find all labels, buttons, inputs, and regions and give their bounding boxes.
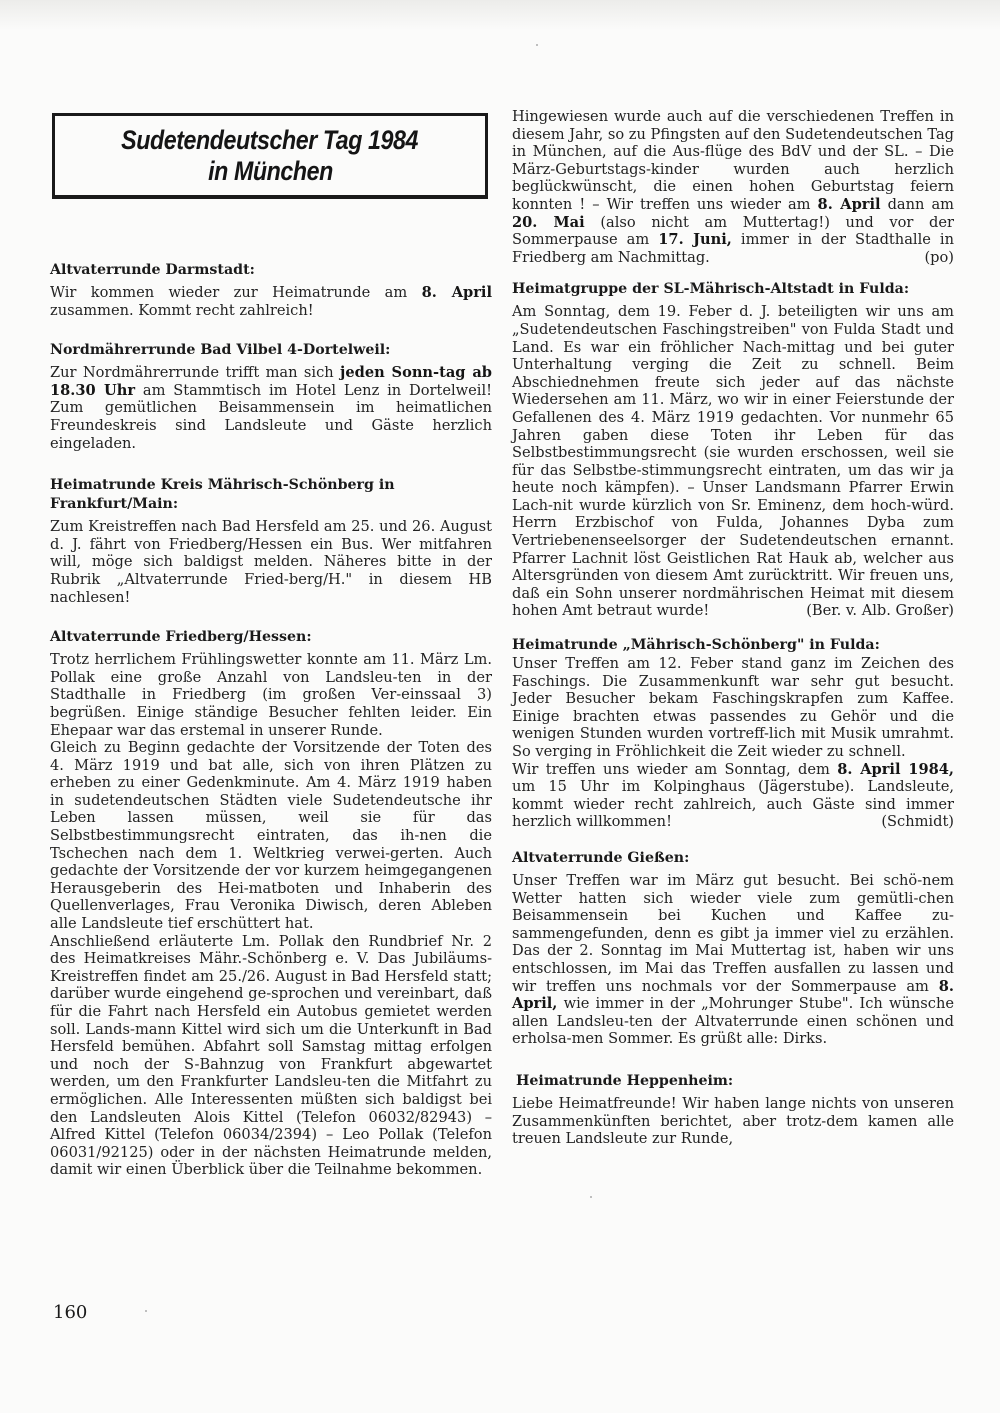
section-paragraph: Liebe Heimatfreunde! Wir haben lange nichts von unseren Zusammenkünften berichtet, aber trotz-dem kamen alle treuen Landsleute zur Runde, — [512, 1094, 954, 1148]
section-paragraph: Wir treffen uns wieder am Sonntag, dem 8. April 1984, um 15 Uhr im Kolpinghaus (Jägerstube). Landsleute, kommt wieder recht zahlreich, auch Gäste sind immer herzlich willkommen! — [512, 760, 954, 831]
section-paragraph: Hingewiesen wurde auch auf die verschiedenen Treffen in diesem Jahr, so zu Pfingsten auf den Sudetendeutschen Tag in München, auf die Aus-flüge des BdV und der SL. – Die März-Geburtstags-kinder wurden auch herzlich beglückwünscht, die einen hohen Geburtstag feiern konnten ! – Wir treffen uns wieder am 8. April dann am 20. Mai (also nicht am Muttertag!) und vor der Sommerpause am 17. Juni, immer in der Stadthalle in Friedberg am Nachmittag. — [512, 108, 955, 266]
section-friedberg-continued — [512, 108, 954, 266]
section-heading: Heimatrunde Heppenheim: — [516, 1072, 734, 1089]
section-giessen — [512, 849, 954, 1048]
section-paragraph: Am Sonntag, dem 19. Feber d. J. beteiligten wir uns am „Sudetendeutschen Faschingstreiben" von Fulda Stadt und Land. Es war ein fröhlicher Nach-mittag und bei guter Unterhaltung verging die Zeit zu schnell. Beim Abschiednehmen freute sich jeder auf das nächste Wiedersehen am 11. März, wo wir in einer Feierstunde der Gefallenen des 4. März 1919 gedachten. Vor nunmehr 65 Jahren gaben diese Toten ihr Leben für das Selbstbestimmungsrecht (sie wurden erschossen, weil sie für das Selbstbe-stimmungsrecht eintraten, um das wir ja heute noch kämpfen). – Unser Landsmann Pfarrer Erwin Lach-nit wurde kürzlich von Sr. Eminenz, dem hoch-würd. Herrn Erzbischof von Fulda, Johannes Dyba zum Vertriebenenseelsorger der Sudetendeutschen ernannt. Pfarrer Lachnit löst Geistlichen Rat Hauk ab, welcher aus Altersgründen von diesem Amt zurücktritt. Wir freuen uns, daß ein Sohn unserer nordmährischen Heimat mit diesem hohen Amt betraut wurde! — [512, 303, 954, 620]
section-fulda-schoenberg — [512, 636, 954, 831]
section-paragraph: Unser Treffen am 12. Feber stand ganz im Zeichen des Faschings. Die Zusammenkunft war sehr gut besucht. Jeder Besucher bekam Faschingskrapfen zum Kaffee. Einige brachten etwas passendes zu Gehör und die wenigen Stunden wurden vortreff-lich mit Musik umrahmt. So verging in Fröhlichkeit die Zeit wieder zu schnell. — [512, 655, 954, 760]
section-darmstadt — [50, 261, 492, 319]
title-box — [52, 113, 488, 199]
section-heading: Heimatgruppe der SL-Mährisch-Altstadt in Fulda: — [512, 281, 910, 298]
page-number: 160 — [53, 1302, 88, 1323]
section-friedberg — [50, 628, 492, 1179]
section-fulda-altstadt — [512, 280, 954, 620]
right-column — [512, 108, 954, 1148]
section-frankfurt — [50, 476, 492, 606]
section-heading: Heimatrunde „Mährisch-Schönberg" in Fulda: — [512, 637, 880, 654]
section-heppenheim — [512, 1072, 954, 1148]
author-signature: (Schmidt) — [881, 813, 954, 831]
section-heading: Altvaterrunde Gießen: — [512, 849, 690, 866]
section-paragraph: Zum Kreistreffen nach Bad Hersfeld am 25. und 26. August d. J. fährt von Friedberg/Hessen ein Bus. Wer mitfahren will, möge sich baldigst melden. Näheres bitte in der Rubrik „Altvaterrunde Fried-berg/H." in diesem HB nachlesen! — [50, 518, 492, 606]
section-paragraph: Unser Treffen war im März gut besucht. Bei schö-nem Wetter hatten sich wieder viele zum gemütli-chen Beisammensein bei Kuchen und Kaffee zu-sammengefunden, denn es gibt ja immer viel zu erzählen. Das der 2. Sonntag im Mai Muttertag ist, haben wir uns entschlossen, im Mai das Treffen ausfallen zu lassen und wir treffen uns nochmals vor der Sommerpause am 8. April, wie immer in der „Mohrunger Stube". Ich wünsche allen Landsleu-ten der Altvaterrunde einen schönen und erholsa-men Sommer. Es grüßt alle: Dirks. — [512, 871, 954, 1048]
title-line-1: Sudetendeutscher Tag 1984 — [121, 124, 419, 155]
section-heading: Nordmährerrunde Bad Vilbel 4-Dortelweil: — [50, 342, 391, 359]
section-heading: Altvaterrunde Darmstadt: — [50, 262, 255, 278]
section-dortelweil — [50, 341, 492, 452]
section-paragraph: Gleich zu Beginn gedachte der Vorsitzende der Toten des 4. März 1919 und bat alle, sich von ihren Plätzen zu erheben zu einer Gedenkminute. Am 4. März 1919 haben in sudetendeutschen Städten viele Sudetendeutsche ihr Leben lassen müssen, weil sie für das Selbstbestimmungsrecht eintraten, das ih-nen die Tschechen nach dem 1. Weltkrieg verwei-gerten. Auch gedachte der Vorsitzende der vor kurzem heimgegangenen Herausgeberin des Hei-matboten und Inhaberin des Quellenverlages, Frau Veronika Diwisch, deren Ableben alle Landsleute tief erschüttert hat. — [50, 739, 492, 933]
section-paragraph: Anschließend erläuterte Lm. Pollak den Rundbrief Nr. 2 des Heimatkreises Mähr.-Schönberg e. V. Das Jubiläums-Kreistreffen findet am 25./26. August in Bad Hersfeld statt; darüber wurde eingehend ge-sprochen und vereinbart, daß für die Fahrt nach Hersfeld ein Autobus gemietet werden soll. Lands-mann Kittel wird sich um die Unterkunft in Bad Hersfeld bemühen. Abfahrt soll Samstag mittag erfolgen und noch der S-Bahnzug von Frankfurt abgewartet werden, um den Frankfurter Landsleu-ten die Mitfahrt zu ermöglichen. Alle Interessenten müßten sich baldigst bei den Landsleuten Alois Kittel (Telefon 06032/82943) – Alfred Kittel (Telefon 06034/2394) – Leo Pollak (Telefon 06031/92125) oder in der nächsten Heimatrunde melden, damit wir einen Überblick über die Teilnahme bekommen. — [50, 932, 492, 1179]
section-heading: Heimatrunde Kreis Mährisch-Schönberg in Frankfurt/Main: — [50, 477, 395, 513]
title-line-2: in München — [207, 155, 333, 186]
scan-speck — [590, 1196, 592, 1198]
scan-speck — [536, 44, 538, 46]
section-paragraph: Trotz herrlichem Frühlingswetter konnte am 11. März Lm. Pollak eine große Anzahl von Landsleu-ten in der Stadthalle in Friedberg (im großen Ver-einssaal 3) begrüßen. Einige ständige Besucher fehlten leider. Ein Ehepaar war das erstemal in unserer Runde. — [50, 651, 492, 739]
section-paragraph: Wir kommen wieder zur Heimatrunde am 8. April zusammen. Kommt recht zahlreich! — [50, 284, 492, 319]
section-heading: Altvaterrunde Friedberg/Hessen: — [50, 629, 312, 646]
scan-shadow — [0, 0, 1000, 30]
author-signature: (po) — [924, 248, 954, 266]
section-paragraph: Zur Nordmährerrunde trifft man sich jeden Sonn-tag ab 18.30 Uhr am Stammtisch im Hotel Lenz in Dortelweil! Zum gemütlichen Beisammensein im heimatlichen Freundeskreis sind Landsleute und Gäste herzlich eingeladen. — [50, 364, 492, 452]
author-signature: (Ber. v. Alb. Großer) — [806, 602, 954, 620]
left-column — [50, 113, 492, 1179]
scan-speck — [145, 1310, 147, 1312]
